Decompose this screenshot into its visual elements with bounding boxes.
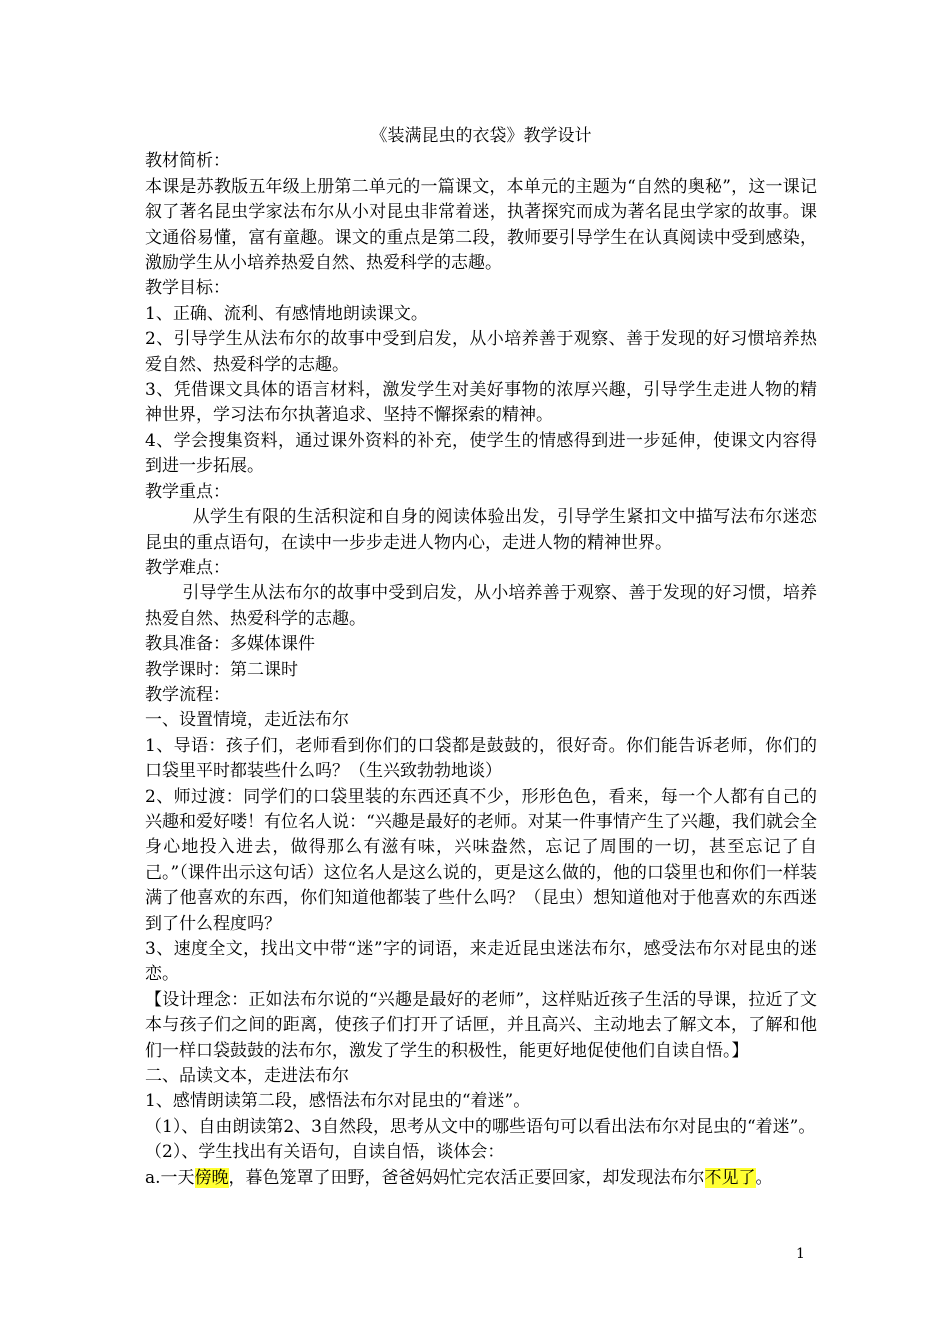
part2-step-1b: （2）、学生找出有关语句，自读自悟，谈体会： [145, 1142, 505, 1163]
key-heading: 教学重点： [145, 481, 230, 502]
part1-step-1: 1、导语：孩子们，老师看到你们的口袋都是鼓鼓的，很好奇。你们能告诉老师，你们的口袋里平时都装些什么吗？（生兴致勃勃地谈） [145, 735, 817, 782]
quote-a-middle: ，暮色笼罩了田野，爸爸妈妈忙完农活正要回家，却发现法布尔 [228, 1167, 705, 1188]
part2-quote-a [145, 1166, 817, 1191]
analysis-heading: 教材简析： [145, 151, 230, 172]
part1-heading: 一、设置情境，走近法布尔 [145, 710, 349, 731]
part1-step-2: 2、师过渡：同学们的口袋里装的东西还真不少，形形色色，看来，每一个人都有自己的兴趣和爱好喽！有位名人说：“兴趣是最好的老师。对某一件事情产生了兴趣，我们就会全身心地投入进去，做得那么有滋有味，兴味盎然，忘记了周围的一切，甚至忘记了自己。”（课件出示这句话）这位名人是这么说的，更是这么做的，他的口袋里也和你们一样装满了他喜欢的东西，你们知道他都装了些什么吗？（昆虫）想知道他对于他喜欢的东西迷到了什么程度吗？ [145, 786, 817, 934]
quote-a-end: 。 [755, 1167, 773, 1188]
part2-step-1a: （1）、自由朗读第2、3自然段，思考从文中的哪些语句可以看出法布尔对昆虫的“着迷”。 [145, 1116, 816, 1137]
difficulty-text: 引导学生从法布尔的故事中受到启发，从小培养善于观察、善于发现的好习惯，培养热爱自然、热爱科学的志趣。 [145, 583, 817, 629]
goal-2: 2、引导学生从法布尔的故事中受到启发，从小培养善于观察、善于发现的好习惯培养热爱自然、热爱科学的志趣。 [145, 329, 817, 375]
highlight-missing: 不见了 [704, 1167, 756, 1188]
part2-step-1: 1、感情朗读第二段，感悟法布尔对昆虫的“着迷”。 [145, 1091, 531, 1112]
page-number: 1 [796, 1246, 805, 1262]
goals-heading: 教学目标： [145, 278, 230, 299]
goal-4: 4、学会搜集资料，通过课外资料的补充，使学生的情感得到进一步延伸，使课文内容得到进一步拓展。 [145, 430, 817, 477]
difficulty-heading: 教学难点： [145, 557, 230, 578]
document-title: 《装满昆虫的衣袋》教学设计 [370, 126, 592, 146]
goal-3: 3、凭借课文具体的语言材料，激发学生对美好事物的浓厚兴趣，引导学生走进人物的精神世界，学习法布尔执著追求、坚持不懈探索的精神。 [145, 380, 817, 426]
quote-a-prefix: a.一天 [145, 1167, 195, 1188]
document-page [145, 124, 817, 1191]
highlight-evening: 傍晚 [194, 1167, 229, 1188]
design-note: 【设计理念：正如法布尔说的“兴趣是最好的老师”，这样贴近孩子生活的导课，拉近了文本与孩子们之间的距离，使孩子们打开了话匣，并且高兴、主动地去了解文本，了解和他们一样口袋鼓鼓的法布尔，激发了学生的积极性，能更好地促使他们自读自悟。】 [145, 989, 817, 1061]
tools-line: 教具准备：多媒体课件 [145, 634, 315, 655]
part2-heading: 二、品读文本，走进法布尔 [145, 1066, 349, 1087]
period-line: 教学课时：第二课时 [145, 659, 298, 680]
process-heading: 教学流程： [145, 684, 230, 705]
goal-1: 1、正确、流利、有感情地朗读课文。 [145, 303, 428, 324]
part1-step-3: 3、速度全文，找出文中带“迷”字的词语，来走近昆虫迷法布尔，感受法布尔对昆虫的迷恋。 [145, 939, 817, 985]
key-text: 从学生有限的生活积淀和自身的阅读体验出发，引导学生紧扣文中描写法布尔迷恋昆虫的重点语句，在读中一步步走进人物内心，走进人物的精神世界。 [145, 507, 817, 553]
analysis-text: 本课是苏教版五年级上册第二单元的一篇课文，本单元的主题为“自然的奥秘”，这一课记叙了著名昆虫学家法布尔从小对昆虫非常着迷，执著探究而成为著名昆虫学家的故事。课文通俗易懂，富有童趣。课文的重点是第二段，教师要引导学生在认真阅读中受到感染，激励学生从小培养热爱自然、热爱科学的志趣。 [145, 176, 817, 274]
